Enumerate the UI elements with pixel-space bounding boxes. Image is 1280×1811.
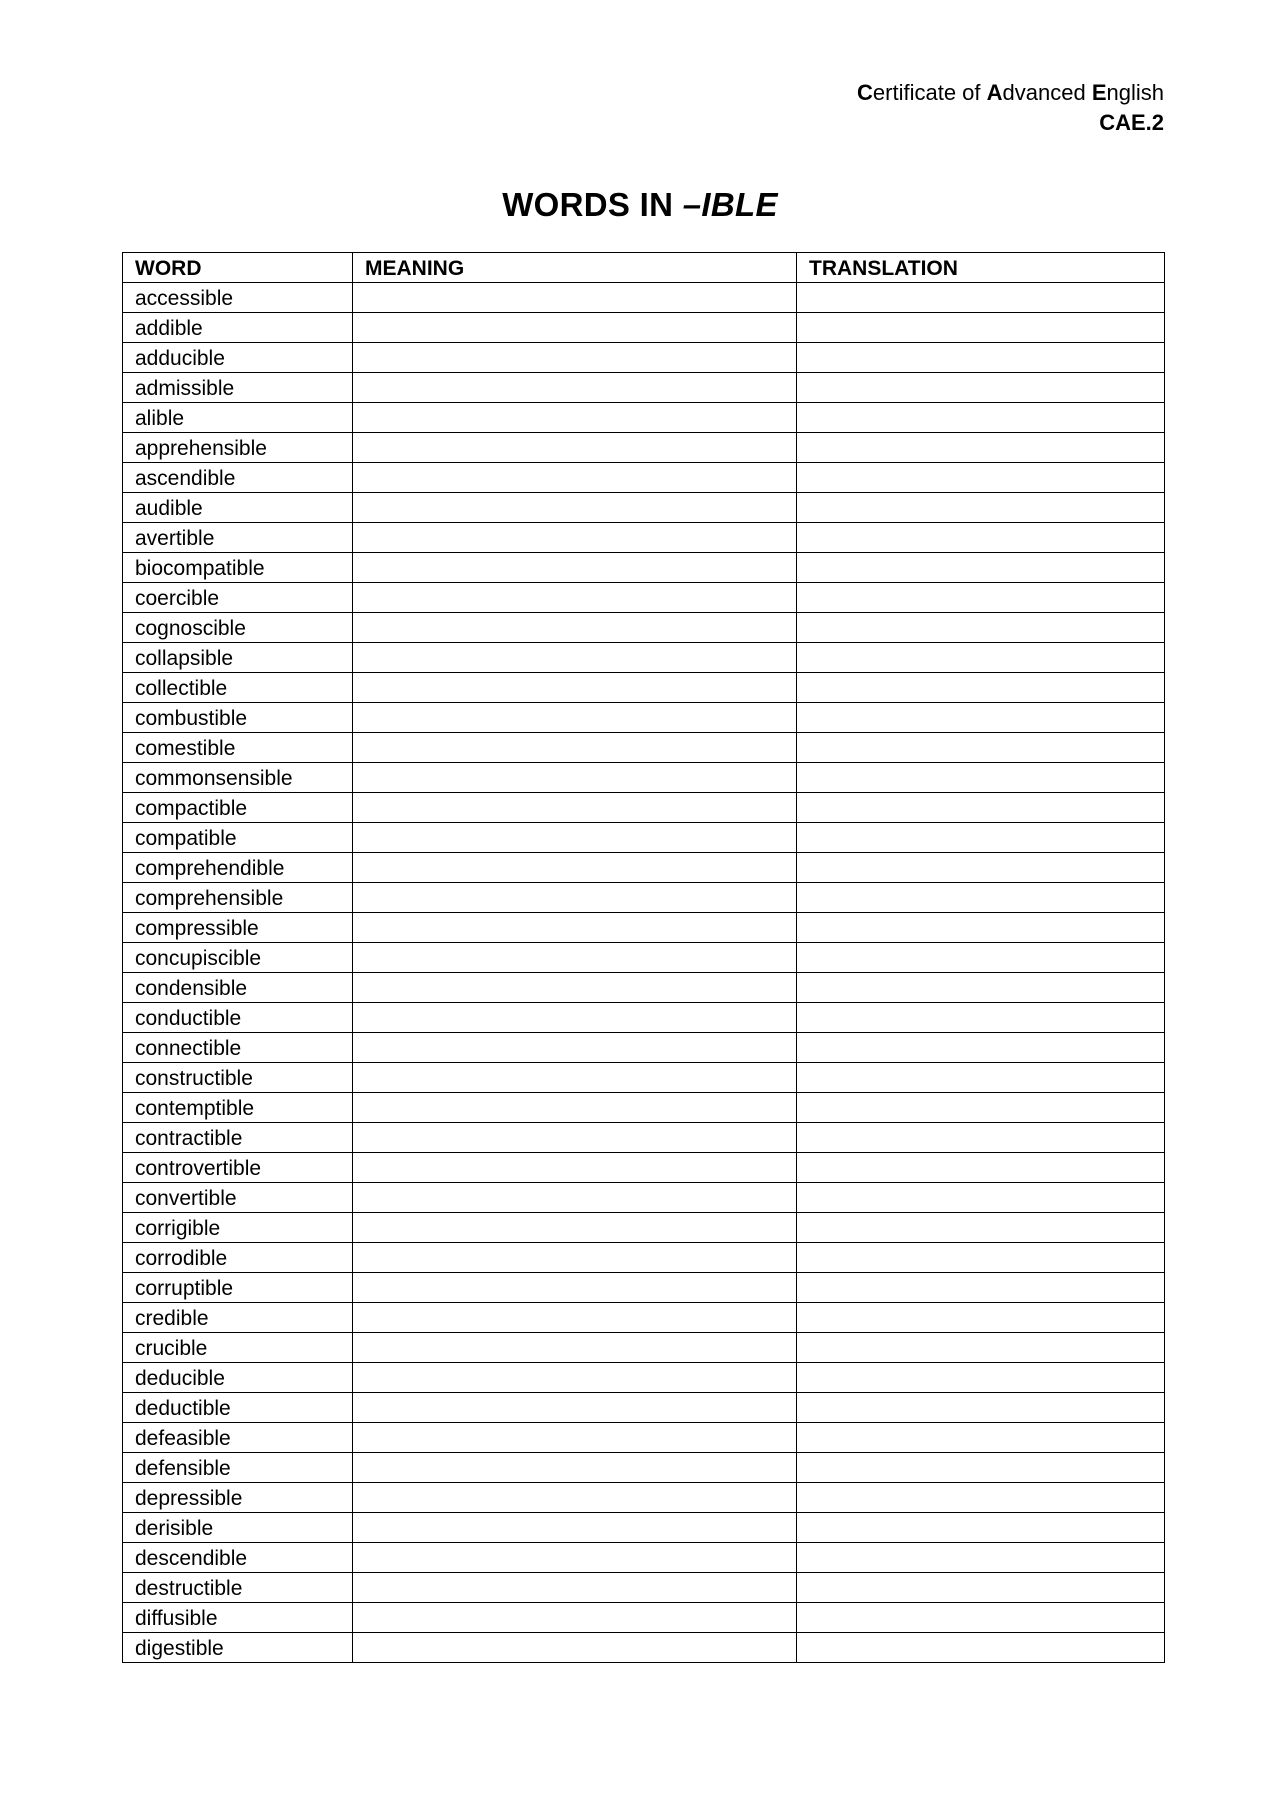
word-cell: comestible [123,733,353,763]
word-cell: convertible [123,1183,353,1213]
word-cell: descendible [123,1543,353,1573]
word-cell: compatible [123,823,353,853]
table-row [123,1543,1165,1573]
word-cell: admissible [123,373,353,403]
table-row [123,1213,1165,1243]
meaning-cell[interactable] [353,1333,797,1363]
meaning-cell[interactable] [353,1483,797,1513]
table-row [123,673,1165,703]
table-row [123,373,1165,403]
translation-cell[interactable] [797,703,1165,733]
meaning-cell[interactable] [353,883,797,913]
table-row [123,1183,1165,1213]
translation-cell[interactable] [797,313,1165,343]
word-cell: defensible [123,1453,353,1483]
meaning-cell[interactable] [353,1633,797,1663]
meaning-cell[interactable] [353,673,797,703]
table-row [123,1123,1165,1153]
translation-cell[interactable] [797,913,1165,943]
table-row [123,283,1165,313]
word-cell: accessible [123,283,353,313]
meaning-cell[interactable] [353,973,797,1003]
table-row [123,763,1165,793]
translation-cell[interactable] [797,1243,1165,1273]
meaning-cell[interactable] [353,1273,797,1303]
course-name [857,78,1164,108]
word-cell: avertible [123,523,353,553]
title-suffix: –IBLE [682,186,778,223]
table-row [123,1603,1165,1633]
word-cell: corrodible [123,1243,353,1273]
translation-cell[interactable] [797,1393,1165,1423]
meaning-cell[interactable] [353,463,797,493]
table-row [123,643,1165,673]
meaning-cell[interactable] [353,283,797,313]
translation-cell[interactable] [797,283,1165,313]
table-row [123,313,1165,343]
vocabulary-table [122,252,1165,1663]
translation-cell[interactable] [797,1303,1165,1333]
word-cell: corrigible [123,1213,353,1243]
word-cell: comprehendible [123,853,353,883]
page-title [0,186,1280,224]
word-cell: diffusible [123,1603,353,1633]
table-row [123,1303,1165,1333]
table-row [123,403,1165,433]
meaning-cell[interactable] [353,1093,797,1123]
table-row [123,703,1165,733]
meaning-cell[interactable] [353,583,797,613]
translation-cell[interactable] [797,1423,1165,1453]
translation-cell[interactable] [797,853,1165,883]
word-cell: constructible [123,1063,353,1093]
column-header-translation: TRANSLATION [797,253,1165,283]
word-cell: apprehensible [123,433,353,463]
meaning-cell[interactable] [353,763,797,793]
word-cell: contractible [123,1123,353,1153]
meaning-cell[interactable] [353,1513,797,1543]
table-row [123,1033,1165,1063]
word-cell: collectible [123,673,353,703]
meaning-cell[interactable] [353,853,797,883]
table-row [123,463,1165,493]
meaning-cell[interactable] [353,373,797,403]
translation-cell[interactable] [797,973,1165,1003]
translation-cell[interactable] [797,1603,1165,1633]
meaning-cell[interactable] [353,343,797,373]
word-cell: coercible [123,583,353,613]
table-row [123,1243,1165,1273]
translation-cell[interactable] [797,403,1165,433]
table-row [123,1483,1165,1513]
meaning-cell[interactable] [353,1393,797,1423]
translation-cell[interactable] [797,1513,1165,1543]
word-cell: concupiscible [123,943,353,973]
meaning-cell[interactable] [353,1243,797,1273]
meaning-cell[interactable] [353,553,797,583]
table-header-row [123,253,1165,283]
word-cell: collapsible [123,643,353,673]
translation-cell[interactable] [797,523,1165,553]
translation-cell[interactable] [797,553,1165,583]
meaning-cell[interactable] [353,823,797,853]
table-row [123,1453,1165,1483]
meaning-cell[interactable] [353,1423,797,1453]
word-cell: cognoscible [123,613,353,643]
meaning-cell[interactable] [353,523,797,553]
translation-cell[interactable] [797,763,1165,793]
table-row [123,583,1165,613]
table-row [123,1393,1165,1423]
translation-cell[interactable] [797,1633,1165,1663]
table-row [123,613,1165,643]
word-cell: defeasible [123,1423,353,1453]
meaning-cell[interactable] [353,433,797,463]
meaning-cell[interactable] [353,793,797,823]
table-row [123,943,1165,973]
table-row [123,1153,1165,1183]
title-prefix: WORDS IN [502,186,683,223]
meaning-cell[interactable] [353,313,797,343]
translation-cell[interactable] [797,1543,1165,1573]
table-row [123,1363,1165,1393]
meaning-cell[interactable] [353,1303,797,1333]
translation-cell[interactable] [797,823,1165,853]
word-cell: destructible [123,1573,353,1603]
meaning-cell[interactable] [353,493,797,523]
table-row [123,1093,1165,1123]
word-cell: addible [123,313,353,343]
translation-cell[interactable] [797,463,1165,493]
translation-cell[interactable] [797,1483,1165,1513]
table-row [123,733,1165,763]
translation-cell[interactable] [797,733,1165,763]
translation-cell[interactable] [797,493,1165,523]
table-row [123,1333,1165,1363]
word-cell: crucible [123,1333,353,1363]
word-cell: corruptible [123,1273,353,1303]
table-row [123,433,1165,463]
course-level: CAE.2 [1099,110,1164,135]
table-row [123,913,1165,943]
word-cell: audible [123,493,353,523]
meaning-cell[interactable] [353,1003,797,1033]
translation-cell[interactable] [797,1003,1165,1033]
word-cell: compactible [123,793,353,823]
meaning-cell[interactable] [353,943,797,973]
translation-cell[interactable] [797,433,1165,463]
meaning-cell[interactable] [353,1183,797,1213]
translation-cell[interactable] [797,1033,1165,1063]
translation-cell[interactable] [797,1063,1165,1093]
meaning-cell[interactable] [353,1213,797,1243]
word-cell: deductible [123,1393,353,1423]
translation-cell[interactable] [797,613,1165,643]
meaning-cell[interactable] [353,643,797,673]
meaning-cell[interactable] [353,1453,797,1483]
translation-cell[interactable] [797,1363,1165,1393]
table-row [123,973,1165,1003]
table-row [123,343,1165,373]
table-row [123,553,1165,583]
word-cell: ascendible [123,463,353,493]
word-cell: conductible [123,1003,353,1033]
table-row [123,523,1165,553]
translation-cell[interactable] [797,1153,1165,1183]
meaning-cell[interactable] [353,1063,797,1093]
translation-cell[interactable] [797,583,1165,613]
column-header-meaning: MEANING [353,253,797,283]
table-body [123,283,1165,1663]
word-cell: combustible [123,703,353,733]
course-initial-c: C [857,80,873,105]
translation-cell[interactable] [797,373,1165,403]
meaning-cell[interactable] [353,703,797,733]
word-cell: derisible [123,1513,353,1543]
word-cell: adducible [123,343,353,373]
word-cell: contemptible [123,1093,353,1123]
translation-cell[interactable] [797,1213,1165,1243]
translation-cell[interactable] [797,883,1165,913]
word-cell: digestible [123,1633,353,1663]
word-cell: compressible [123,913,353,943]
table-row [123,823,1165,853]
translation-cell[interactable] [797,1183,1165,1213]
course-word-rest: ertificate of [872,80,987,105]
course-word-rest: nglish [1106,80,1164,105]
course-word-rest: dvanced [1002,80,1092,105]
word-cell: depressible [123,1483,353,1513]
table-row [123,1633,1165,1663]
table-row [123,493,1165,523]
table-row [123,1423,1165,1453]
meaning-cell[interactable] [353,733,797,763]
table-row [123,883,1165,913]
table-row [123,793,1165,823]
course-initial-e: E [1091,80,1107,105]
translation-cell[interactable] [797,1453,1165,1483]
translation-cell[interactable] [797,1273,1165,1303]
word-cell: connectible [123,1033,353,1063]
table-row [123,853,1165,883]
word-cell: condensible [123,973,353,1003]
translation-cell[interactable] [797,1093,1165,1123]
word-cell: commonsensible [123,763,353,793]
column-header-word: WORD [123,253,353,283]
document-header [857,78,1164,138]
translation-cell[interactable] [797,673,1165,703]
word-cell: comprehensible [123,883,353,913]
table-row [123,1573,1165,1603]
word-cell: biocompatible [123,553,353,583]
meaning-cell[interactable] [353,1573,797,1603]
translation-cell[interactable] [797,1333,1165,1363]
word-cell: credible [123,1303,353,1333]
meaning-cell[interactable] [353,613,797,643]
meaning-cell[interactable] [353,403,797,433]
translation-cell[interactable] [797,1123,1165,1153]
translation-cell[interactable] [797,1573,1165,1603]
table-row [123,1063,1165,1093]
table-row [123,1273,1165,1303]
meaning-cell[interactable] [353,1123,797,1153]
table-row [123,1513,1165,1543]
meaning-cell[interactable] [353,1363,797,1393]
course-initial-a: A [986,80,1003,105]
meaning-cell[interactable] [353,1153,797,1183]
meaning-cell[interactable] [353,1033,797,1063]
word-cell: controvertible [123,1153,353,1183]
meaning-cell[interactable] [353,913,797,943]
word-cell: deducible [123,1363,353,1393]
translation-cell[interactable] [797,793,1165,823]
meaning-cell[interactable] [353,1543,797,1573]
translation-cell[interactable] [797,343,1165,373]
meaning-cell[interactable] [353,1603,797,1633]
translation-cell[interactable] [797,943,1165,973]
translation-cell[interactable] [797,643,1165,673]
word-cell: alible [123,403,353,433]
table-row [123,1003,1165,1033]
